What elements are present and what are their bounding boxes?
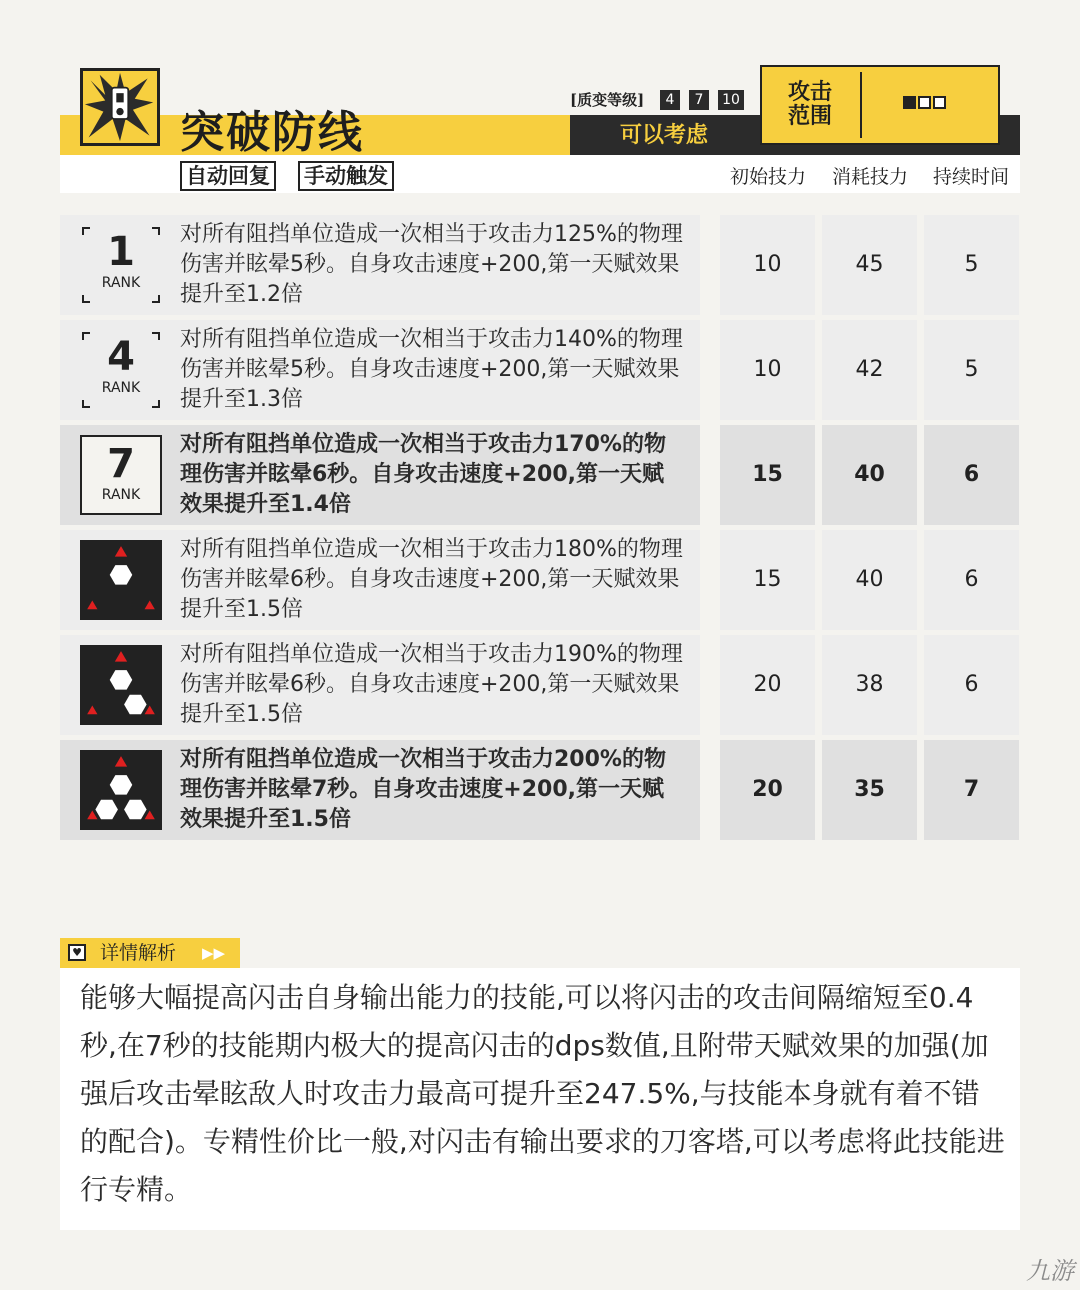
- skill-row-2: [60, 320, 700, 420]
- col-sp-cost: 消耗技力: [831, 166, 908, 188]
- mastery-1-icon: [80, 540, 162, 620]
- range-grid: [903, 96, 946, 109]
- duration-cell: 6: [924, 530, 1019, 630]
- sp-cost-cell: 40: [822, 425, 917, 525]
- initial-sp-cell: 15: [720, 425, 815, 525]
- skill-title: 突破防线: [180, 107, 364, 158]
- duration-cell: 5: [924, 215, 1019, 315]
- duration-cell: 6: [924, 425, 1019, 525]
- range-label: 攻击 范围: [787, 79, 832, 129]
- sp-cost-cell: 35: [822, 740, 917, 840]
- duration-cell: 6: [924, 635, 1019, 735]
- skill-description: 对所有阻挡单位造成一次相当于攻击力190%的物理伤害并眩晕6秒。自身攻击速度+200,第一天赋效果提升至1.5倍: [180, 642, 683, 727]
- range-cell-0: [903, 96, 916, 109]
- sp-cost-cell: 40: [822, 530, 917, 630]
- range-divider: [860, 72, 862, 138]
- recommend-label: 可以考虑: [619, 122, 708, 148]
- skill-description: 对所有阻挡单位造成一次相当于攻击力125%的物理伤害并眩晕5秒。自身攻击速度+200,第一天赋效果提升至1.2倍: [180, 222, 683, 307]
- skill-description: 对所有阻挡单位造成一次相当于攻击力140%的物理伤害并眩晕5秒。自身攻击速度+200,第一天赋效果提升至1.3倍: [180, 327, 683, 412]
- skill-description: 对所有阻挡单位造成一次相当于攻击力200%的物理伤害并眩晕7秒。自身攻击速度+200,第一天赋效果提升至1.5倍: [180, 747, 666, 832]
- range-cell-1: [918, 96, 931, 109]
- sp-cost-cell: 45: [822, 215, 917, 315]
- range-cell-2: [933, 96, 946, 109]
- skill-row-4: [60, 530, 700, 630]
- skill-row-6: [60, 740, 700, 840]
- tag-manual-trigger: 手动触发: [298, 161, 394, 191]
- duration-cell: 7: [924, 740, 1019, 840]
- analysis-title: 详情解析: [100, 942, 177, 964]
- mastery-2-icon: [80, 645, 162, 725]
- shield-operator-icon: [80, 68, 160, 146]
- rank-badge: [80, 225, 162, 305]
- elite-label: [质变等级]: [570, 91, 645, 109]
- skill-row-1: [60, 215, 700, 315]
- rank-word: RANK: [101, 380, 141, 396]
- arrow-icon: ▶▶: [202, 944, 226, 962]
- rank-badge: [80, 330, 162, 410]
- skill-row-3: [60, 425, 700, 525]
- skill-row-5: [60, 635, 700, 735]
- initial-sp-cell: 20: [720, 635, 815, 735]
- sp-cost-cell: 38: [822, 635, 917, 735]
- rank-word: RANK: [101, 275, 141, 291]
- sp-cost-cell: 42: [822, 320, 917, 420]
- analysis-box: [60, 968, 1020, 1230]
- heart-icon: ♥: [68, 944, 86, 961]
- rank-number: 4: [107, 334, 135, 380]
- col-initial-sp: 初始技力: [729, 166, 806, 188]
- initial-sp-cell: 10: [720, 320, 815, 420]
- watermark: 九游: [1026, 1257, 1074, 1285]
- rank-badge: [80, 435, 162, 515]
- tag-auto-recovery: 自动回复: [180, 161, 276, 191]
- elite-level-7: 7: [689, 90, 709, 110]
- analysis-text: 能够大幅提高闪击自身输出能力的技能,可以将闪击的攻击间隔缩短至0.4秒,在7秒的技能期内极大的提高闪击的dps数值,且附带天赋效果的加强(加强后攻击晕眩敌人时攻击力最高可提升至247.5%,与技能本身就有着不错的配合)。专精性价比一般,对闪击有输出要求的刀客塔,可以考虑将此技能进行专精。: [80, 981, 1005, 1206]
- rank-number: 1: [107, 229, 135, 275]
- rank-number: 7: [107, 441, 135, 487]
- duration-cell: 5: [924, 320, 1019, 420]
- mastery-3-icon: [80, 750, 162, 830]
- elite-level-4: 4: [660, 90, 680, 110]
- col-duration: 持续时间: [932, 166, 1009, 188]
- rank-word: RANK: [101, 487, 141, 503]
- initial-sp-cell: 15: [720, 530, 815, 630]
- initial-sp-cell: 20: [720, 740, 815, 840]
- skill-description: 对所有阻挡单位造成一次相当于攻击力180%的物理伤害并眩晕6秒。自身攻击速度+200,第一天赋效果提升至1.5倍: [180, 537, 683, 622]
- elite-level-10: 10: [718, 90, 744, 110]
- skill-description: 对所有阻挡单位造成一次相当于攻击力170%的物理伤害并眩晕6秒。自身攻击速度+200,第一天赋效果提升至1.4倍: [180, 432, 666, 517]
- initial-sp-cell: 10: [720, 215, 815, 315]
